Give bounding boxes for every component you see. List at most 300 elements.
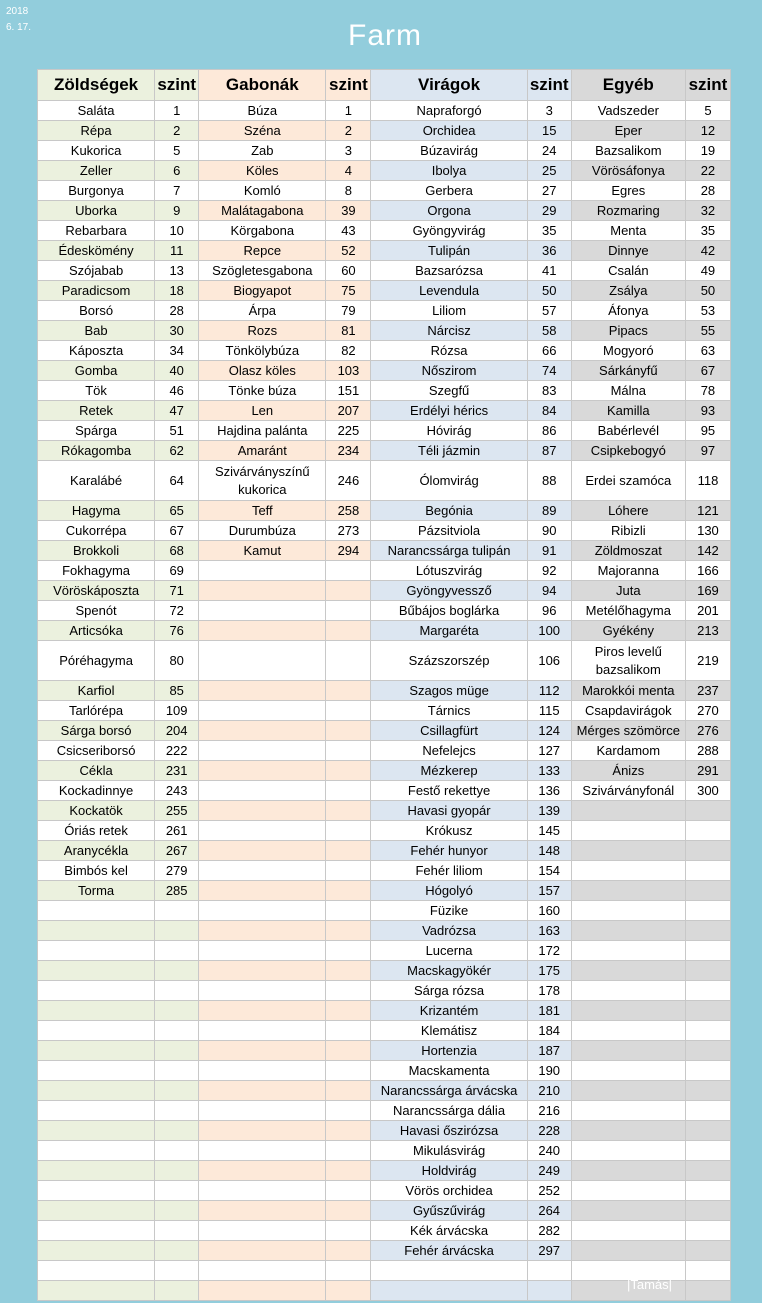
table-row [38, 1041, 731, 1061]
egyeb-level-cell [685, 981, 730, 1001]
table-row [38, 961, 731, 981]
gabona-level-cell [326, 901, 371, 921]
virag-level-cell: 240 [527, 1141, 571, 1161]
egyeb-name-cell [571, 901, 685, 921]
virag-level-cell: 36 [527, 241, 571, 261]
egyeb-level-cell: 32 [685, 201, 730, 221]
virag-level-cell: 25 [527, 161, 571, 181]
zoldseg-name-cell: Gomba [38, 361, 155, 381]
table-row [38, 1061, 731, 1081]
gabona-level-cell: 225 [326, 421, 371, 441]
zoldseg-level-cell: 30 [155, 321, 199, 341]
table-row [38, 501, 731, 521]
virag-name-cell: Margaréta [371, 621, 527, 641]
egyeb-level-cell: 130 [685, 521, 730, 541]
gabona-name-cell: Szivárványszínű kukorica [199, 461, 326, 501]
virag-name-cell: Bazsarózsa [371, 261, 527, 281]
table-row [38, 941, 731, 961]
zoldseg-name-cell [38, 1181, 155, 1201]
gabona-name-cell [199, 841, 326, 861]
zoldseg-name-cell: Brokkoli [38, 541, 155, 561]
zoldseg-level-cell [155, 1221, 199, 1241]
zoldseg-level-cell: 279 [155, 861, 199, 881]
virag-level-cell: 216 [527, 1101, 571, 1121]
egyeb-level-cell: 28 [685, 181, 730, 201]
zoldseg-level-cell: 204 [155, 721, 199, 741]
gabona-level-cell [326, 841, 371, 861]
egyeb-level-cell: 270 [685, 701, 730, 721]
zoldseg-name-cell: Póréhagyma [38, 641, 155, 681]
egyeb-level-cell: 67 [685, 361, 730, 381]
virag-level-cell: 139 [527, 801, 571, 821]
egyeb-name-cell: Majoranna [571, 561, 685, 581]
table-body [38, 101, 731, 1301]
zoldseg-name-cell: Retek [38, 401, 155, 421]
table-row [38, 701, 731, 721]
zoldseg-name-cell: Spenót [38, 601, 155, 621]
egyeb-name-cell [571, 961, 685, 981]
zoldseg-level-cell [155, 941, 199, 961]
egyeb-level-cell: 300 [685, 781, 730, 801]
egyeb-name-cell [571, 881, 685, 901]
egyeb-name-cell: Mérges szömörce [571, 721, 685, 741]
zoldseg-name-cell [38, 1061, 155, 1081]
egyeb-level-cell: 53 [685, 301, 730, 321]
egyeb-name-cell: Kardamom [571, 741, 685, 761]
zoldseg-level-cell [155, 1081, 199, 1101]
egyeb-name-cell: Csapdavirágok [571, 701, 685, 721]
egyeb-level-cell: 95 [685, 421, 730, 441]
gabona-level-cell [326, 601, 371, 621]
egyeb-name-cell [571, 1141, 685, 1161]
gabona-level-cell [326, 1081, 371, 1101]
gabona-level-cell [326, 761, 371, 781]
virag-level-cell: 163 [527, 921, 571, 941]
virag-level-cell: 86 [527, 421, 571, 441]
virag-name-cell: Nefelejcs [371, 741, 527, 761]
virag-level-cell: 264 [527, 1201, 571, 1221]
table-row [38, 361, 731, 381]
zoldseg-name-cell [38, 1161, 155, 1181]
virag-name-cell: Festő rekettye [371, 781, 527, 801]
virag-level-cell: 57 [527, 301, 571, 321]
table-row [38, 1221, 731, 1241]
zoldseg-name-cell [38, 921, 155, 941]
egyeb-level-cell [685, 901, 730, 921]
zoldseg-name-cell: Saláta [38, 101, 155, 121]
table-row [38, 1161, 731, 1181]
virag-name-cell: Gyöngyvirág [371, 221, 527, 241]
zoldseg-name-cell: Tarlórépa [38, 701, 155, 721]
gabona-name-cell [199, 681, 326, 701]
virag-name-cell: Fehér hunyor [371, 841, 527, 861]
zoldseg-level-cell: 47 [155, 401, 199, 421]
virag-level-cell: 41 [527, 261, 571, 281]
gabona-level-cell [326, 681, 371, 701]
egyeb-name-cell [571, 1041, 685, 1061]
zoldseg-name-cell [38, 1281, 155, 1301]
egyeb-level-cell: 78 [685, 381, 730, 401]
egyeb-name-cell [571, 921, 685, 941]
egyeb-level-cell [685, 801, 730, 821]
virag-name-cell: Gyöngyvessző [371, 581, 527, 601]
table-row [38, 1101, 731, 1121]
virag-name-cell: Rózsa [371, 341, 527, 361]
egyeb-level-cell [685, 1101, 730, 1121]
egyeb-level-cell: 35 [685, 221, 730, 241]
gabona-level-cell: 82 [326, 341, 371, 361]
egyeb-level-cell [685, 1121, 730, 1141]
gabona-level-cell [326, 1121, 371, 1141]
egyeb-name-cell: Vörösáfonya [571, 161, 685, 181]
virag-level-cell: 100 [527, 621, 571, 641]
virag-level-cell: 96 [527, 601, 571, 621]
gabona-name-cell [199, 601, 326, 621]
egyeb-name-cell [571, 1101, 685, 1121]
gabona-level-cell: 4 [326, 161, 371, 181]
egyeb-level-cell: 12 [685, 121, 730, 141]
virag-name-cell: Nárcisz [371, 321, 527, 341]
gabona-name-cell [199, 1261, 326, 1281]
page-title: Farm [348, 19, 422, 52]
gabona-level-cell [326, 1281, 371, 1301]
egyeb-level-cell [685, 1081, 730, 1101]
table-row [38, 341, 731, 361]
virag-level-cell: 124 [527, 721, 571, 741]
virag-name-cell: Gyűszűvirág [371, 1201, 527, 1221]
table-row [38, 1201, 731, 1221]
zoldseg-name-cell: Szójabab [38, 261, 155, 281]
virag-name-cell: Csillagfürt [371, 721, 527, 741]
header-szint-egyeb: szint [685, 70, 730, 101]
zoldseg-level-cell [155, 1101, 199, 1121]
virag-level-cell: 228 [527, 1121, 571, 1141]
gabona-name-cell [199, 861, 326, 881]
gabona-name-cell [199, 901, 326, 921]
virag-level-cell: 249 [527, 1161, 571, 1181]
gabona-level-cell [326, 641, 371, 681]
egyeb-level-cell [685, 1041, 730, 1061]
egyeb-name-cell [571, 941, 685, 961]
virag-level-cell: 88 [527, 461, 571, 501]
virag-name-cell: Lótuszvirág [371, 561, 527, 581]
virag-name-cell: Hortenzia [371, 1041, 527, 1061]
virag-name-cell: Liliom [371, 301, 527, 321]
virag-name-cell: Narancssárga dália [371, 1101, 527, 1121]
zoldseg-level-cell [155, 1241, 199, 1261]
zoldseg-level-cell: 40 [155, 361, 199, 381]
table-row [38, 1181, 731, 1201]
table-row [38, 821, 731, 841]
zoldseg-level-cell: 68 [155, 541, 199, 561]
virag-name-cell: Havasi őszirózsa [371, 1121, 527, 1141]
zoldseg-level-cell [155, 1281, 199, 1301]
zoldseg-name-cell [38, 1081, 155, 1101]
gabona-level-cell [326, 1041, 371, 1061]
gabona-level-cell [326, 801, 371, 821]
zoldseg-level-cell: 71 [155, 581, 199, 601]
egyeb-level-cell [685, 1021, 730, 1041]
gabona-name-cell [199, 1161, 326, 1181]
egyeb-name-cell: Pipacs [571, 321, 685, 341]
egyeb-name-cell: Babérlevél [571, 421, 685, 441]
virag-name-cell: Fehér liliom [371, 861, 527, 881]
egyeb-name-cell: Vadszeder [571, 101, 685, 121]
gabona-name-cell [199, 1101, 326, 1121]
gabona-name-cell: Hajdina palánta [199, 421, 326, 441]
zoldseg-name-cell: Óriás retek [38, 821, 155, 841]
egyeb-level-cell [685, 921, 730, 941]
zoldseg-level-cell: 34 [155, 341, 199, 361]
gabona-name-cell [199, 1081, 326, 1101]
virag-level-cell: 89 [527, 501, 571, 521]
egyeb-level-cell: 55 [685, 321, 730, 341]
zoldseg-level-cell: 6 [155, 161, 199, 181]
egyeb-name-cell [571, 861, 685, 881]
virag-level-cell: 90 [527, 521, 571, 541]
virag-name-cell: Fehér árvácska [371, 1241, 527, 1261]
virag-level-cell: 184 [527, 1021, 571, 1041]
gabona-name-cell [199, 1181, 326, 1201]
egyeb-level-cell [685, 941, 730, 961]
gabona-name-cell: Szögletesgabona [199, 261, 326, 281]
header-viragok: Virágok [371, 70, 527, 101]
egyeb-level-cell: 93 [685, 401, 730, 421]
gabona-name-cell: Kamut [199, 541, 326, 561]
virag-level-cell: 145 [527, 821, 571, 841]
egyeb-level-cell: 142 [685, 541, 730, 561]
virag-level-cell: 92 [527, 561, 571, 581]
gabona-level-cell: 1 [326, 101, 371, 121]
egyeb-name-cell [571, 1121, 685, 1141]
gabona-level-cell: 234 [326, 441, 371, 461]
zoldseg-name-cell: Rebarbara [38, 221, 155, 241]
egyeb-level-cell: 201 [685, 601, 730, 621]
table-row [38, 401, 731, 421]
virag-level-cell: 106 [527, 641, 571, 681]
gabona-level-cell: 207 [326, 401, 371, 421]
egyeb-name-cell: Ánizs [571, 761, 685, 781]
gabona-level-cell [326, 1101, 371, 1121]
table-row [38, 861, 731, 881]
gabona-level-cell [326, 701, 371, 721]
zoldseg-name-cell [38, 1101, 155, 1121]
egyeb-level-cell: 49 [685, 261, 730, 281]
egyeb-level-cell: 118 [685, 461, 730, 501]
egyeb-level-cell [685, 1181, 730, 1201]
gabona-level-cell [326, 1021, 371, 1041]
virag-name-cell: Mézkerep [371, 761, 527, 781]
zoldseg-name-cell: Vöröskáposzta [38, 581, 155, 601]
egyeb-level-cell [685, 1061, 730, 1081]
egyeb-name-cell: Lóhere [571, 501, 685, 521]
egyeb-name-cell [571, 1181, 685, 1201]
gabona-name-cell [199, 1281, 326, 1301]
gabona-level-cell [326, 981, 371, 1001]
egyeb-name-cell [571, 801, 685, 821]
egyeb-level-cell [685, 841, 730, 861]
gabona-name-cell: Malátagabona [199, 201, 326, 221]
date-year: 2018 [6, 6, 29, 17]
zoldseg-level-cell: 28 [155, 301, 199, 321]
gabona-level-cell [326, 741, 371, 761]
virag-level-cell: 24 [527, 141, 571, 161]
zoldseg-level-cell [155, 1181, 199, 1201]
table-row [38, 1001, 731, 1021]
gabona-name-cell [199, 821, 326, 841]
gabona-level-cell [326, 1261, 371, 1281]
zoldseg-name-cell: Rókagomba [38, 441, 155, 461]
table-row [38, 421, 731, 441]
zoldseg-level-cell: 2 [155, 121, 199, 141]
virag-name-cell: Begónia [371, 501, 527, 521]
gabona-level-cell [326, 1221, 371, 1241]
zoldseg-level-cell: 62 [155, 441, 199, 461]
virag-name-cell: Krizantém [371, 1001, 527, 1021]
egyeb-name-cell [571, 1001, 685, 1021]
gabona-level-cell [326, 941, 371, 961]
gabona-level-cell [326, 861, 371, 881]
virag-name-cell: Szagos müge [371, 681, 527, 701]
gabona-name-cell: Teff [199, 501, 326, 521]
gabona-name-cell: Rozs [199, 321, 326, 341]
virag-level-cell: 112 [527, 681, 571, 701]
zoldseg-name-cell [38, 1241, 155, 1261]
gabona-name-cell: Olasz köles [199, 361, 326, 381]
zoldseg-name-cell [38, 1201, 155, 1221]
gabona-level-cell [326, 721, 371, 741]
egyeb-name-cell: Ribizli [571, 521, 685, 541]
virag-name-cell [371, 1281, 527, 1301]
gabona-name-cell [199, 1201, 326, 1221]
egyeb-level-cell [685, 1241, 730, 1261]
egyeb-level-cell [685, 1221, 730, 1241]
zoldseg-level-cell [155, 1261, 199, 1281]
zoldseg-name-cell: Bimbós kel [38, 861, 155, 881]
header-szint-zoldseg: szint [155, 70, 199, 101]
zoldseg-level-cell: 67 [155, 521, 199, 541]
table-row [38, 201, 731, 221]
zoldseg-level-cell: 109 [155, 701, 199, 721]
table-row [38, 721, 731, 741]
virag-level-cell: 282 [527, 1221, 571, 1241]
zoldseg-name-cell: Karalábé [38, 461, 155, 501]
virag-level-cell: 27 [527, 181, 571, 201]
zoldseg-name-cell: Zeller [38, 161, 155, 181]
virag-name-cell: Macskagyökér [371, 961, 527, 981]
gabona-level-cell: 258 [326, 501, 371, 521]
zoldseg-name-cell [38, 1121, 155, 1141]
virag-name-cell: Szegfű [371, 381, 527, 401]
table-row [38, 261, 731, 281]
gabona-name-cell: Zab [199, 141, 326, 161]
gabona-level-cell: 39 [326, 201, 371, 221]
gabona-name-cell [199, 1001, 326, 1021]
egyeb-name-cell: Áfonya [571, 301, 685, 321]
virag-level-cell: 136 [527, 781, 571, 801]
header-szint-gabona: szint [326, 70, 371, 101]
egyeb-level-cell: 213 [685, 621, 730, 641]
virag-name-cell: Gerbera [371, 181, 527, 201]
gabona-name-cell: Tönke búza [199, 381, 326, 401]
egyeb-name-cell: Csipkebogyó [571, 441, 685, 461]
virag-level-cell: 252 [527, 1181, 571, 1201]
virag-name-cell: Erdélyi hérics [371, 401, 527, 421]
gabona-name-cell [199, 1021, 326, 1041]
gabona-level-cell: 246 [326, 461, 371, 501]
virag-name-cell: Sárga rózsa [371, 981, 527, 1001]
zoldseg-level-cell: 285 [155, 881, 199, 901]
virag-name-cell: Vadrózsa [371, 921, 527, 941]
table-row [38, 221, 731, 241]
zoldseg-level-cell: 9 [155, 201, 199, 221]
table-row [38, 461, 731, 501]
zoldseg-name-cell: Csicseriborsó [38, 741, 155, 761]
zoldseg-name-cell: Uborka [38, 201, 155, 221]
egyeb-level-cell [685, 1001, 730, 1021]
gabona-level-cell [326, 1141, 371, 1161]
virag-name-cell: Százszorszép [371, 641, 527, 681]
gabona-level-cell [326, 581, 371, 601]
gabona-level-cell: 81 [326, 321, 371, 341]
gabona-name-cell: Amaránt [199, 441, 326, 461]
header-egyeb: Egyéb [571, 70, 685, 101]
virag-level-cell: 15 [527, 121, 571, 141]
zoldseg-level-cell [155, 1021, 199, 1041]
gabona-name-cell [199, 621, 326, 641]
gabona-level-cell [326, 1161, 371, 1181]
egyeb-name-cell [571, 841, 685, 861]
zoldseg-name-cell: Paradicsom [38, 281, 155, 301]
table-row [38, 1081, 731, 1101]
gabona-level-cell: 43 [326, 221, 371, 241]
zoldseg-level-cell: 255 [155, 801, 199, 821]
gabona-name-cell: Széna [199, 121, 326, 141]
egyeb-name-cell [571, 981, 685, 1001]
egyeb-level-cell [685, 961, 730, 981]
zoldseg-level-cell [155, 901, 199, 921]
gabona-name-cell: Búza [199, 101, 326, 121]
zoldseg-level-cell: 72 [155, 601, 199, 621]
header-szint-virag: szint [527, 70, 571, 101]
table-row [38, 581, 731, 601]
header-row [38, 70, 731, 101]
gabona-level-cell: 8 [326, 181, 371, 201]
gabona-name-cell [199, 561, 326, 581]
gabona-name-cell [199, 881, 326, 901]
virag-name-cell: Füzike [371, 901, 527, 921]
egyeb-level-cell: 288 [685, 741, 730, 761]
virag-name-cell: Ólomvirág [371, 461, 527, 501]
virag-level-cell: 74 [527, 361, 571, 381]
gabona-name-cell: Tönkölybúza [199, 341, 326, 361]
gabona-level-cell: 3 [326, 141, 371, 161]
zoldseg-level-cell: 261 [155, 821, 199, 841]
table-row [38, 381, 731, 401]
virag-name-cell: Orchidea [371, 121, 527, 141]
virag-level-cell: 148 [527, 841, 571, 861]
egyeb-name-cell: Gyékény [571, 621, 685, 641]
table-row [38, 781, 731, 801]
table-row [38, 521, 731, 541]
virag-name-cell: Havasi gyopár [371, 801, 527, 821]
egyeb-name-cell [571, 1161, 685, 1181]
egyeb-name-cell: Málna [571, 381, 685, 401]
header-zoldsegek: Zöldségek [38, 70, 155, 101]
date-day: 6. 17. [6, 22, 32, 33]
gabona-level-cell: 2 [326, 121, 371, 141]
egyeb-name-cell: Zöldmoszat [571, 541, 685, 561]
